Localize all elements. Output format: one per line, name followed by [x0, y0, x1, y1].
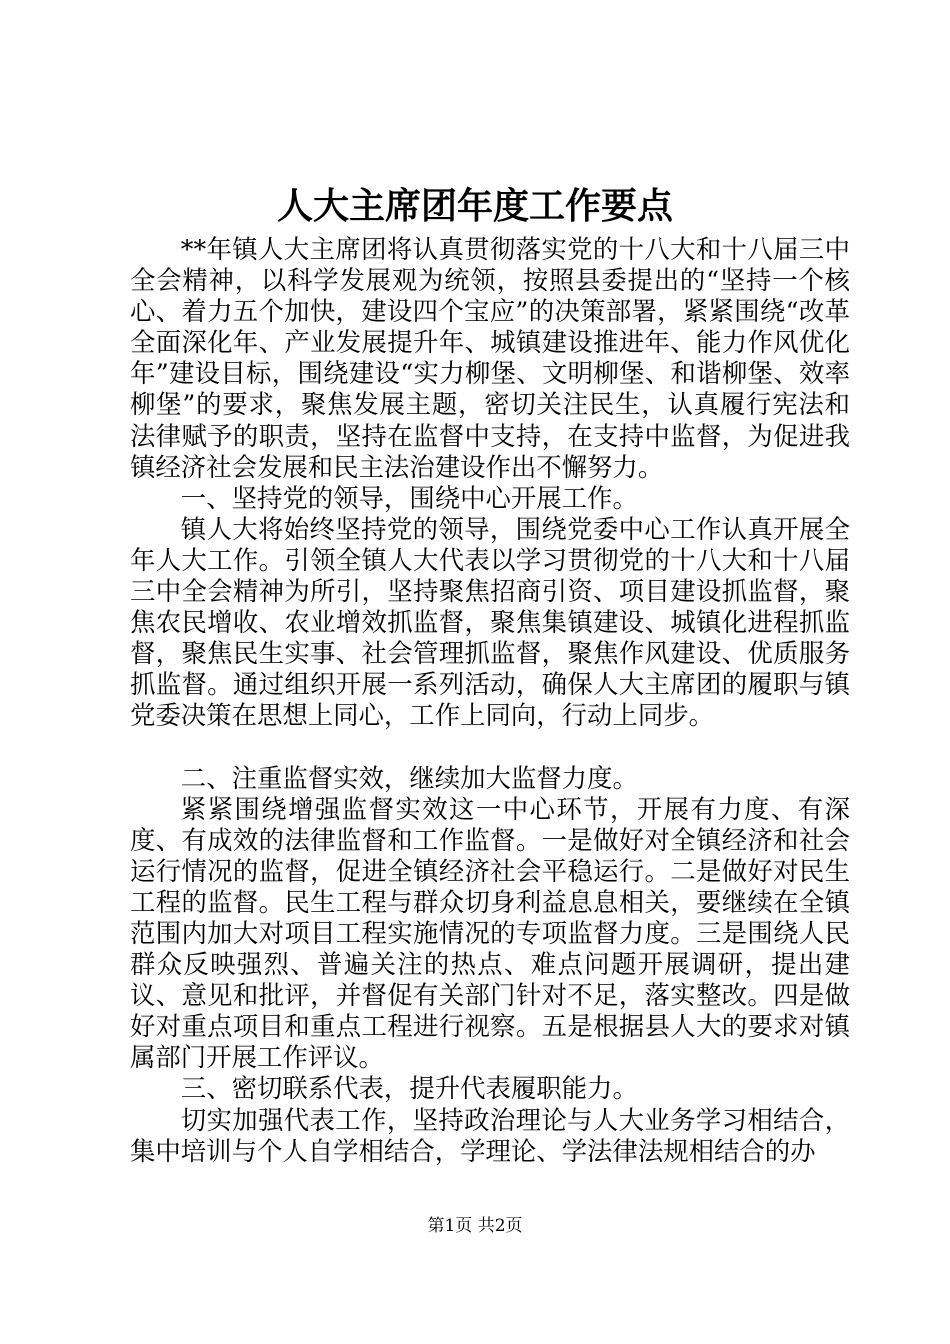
document-title: 人大主席团年度工作要点 — [276, 185, 673, 227]
paragraph-section-2: 紧紧围绕增强监督实效这一中心环节，开展有力度、有深度、有成效的法律监督和工作监督。一是做好对全镇经济和社会运行情况的监督，促进全镇经济社会平稳运行。二是做好对民生工程的监督。民生工程与群众切身利益息息相关，要继续在全镇范围内加大对项目工程实施情况的专项监督力度。三是围绕人民群众反映强烈、普遍关注的热点、难点问题开展调研，提出建议、意见和批评，并督促有关部门针对不足，落实整改。四是做好对重点项目和重点工程进行视察。五是根据县人大的要求对镇属部门开展工作评议。 — [130, 793, 850, 1073]
section-heading-3: 三、密切联系代表，提升代表履职能力。 — [180, 1073, 638, 1104]
document-body — [130, 234, 850, 1167]
paragraph-section-3: 切实加强代表工作，坚持政治理论与人大业务学习相结合，集中培训与个人自学相结合，学理论、学法律法规相结合的办 — [130, 1104, 850, 1166]
section-heading-2: 二、注重监督实效，继续加大监督力度。 — [180, 762, 638, 793]
paragraph-section-1: 镇人大将始终坚持党的领导，围绕党委中心工作认真开展全年人大工作。引领全镇人大代表以学习贯彻党的十八大和十八届三中全会精神为所引，坚持聚焦招商引资、项目建设抓监督，聚焦农民增收、农业增效抓监督，聚焦集镇建设、城镇化进程抓监督，聚焦民生实事、社会管理抓监督，聚焦作风建设、优质服务抓监督。通过组织开展一系列活动，确保人大主席团的履职与镇党委决策在思想上同心，工作上同向，行动上同步。 — [130, 513, 850, 731]
paragraph-intro: **年镇人大主席团将认真贯彻落实党的十八大和十八届三中全会精神，以科学发展观为统领，按照县委提出的“坚持一个核心、着力五个加快，建设四个宝应”的决策部署，紧紧围绕“改革全面深化年、产业发展提升年、城镇建设推进年、能力作风优化年”建设目标，围绕建设“实力柳堡、文明柳堡、和谐柳堡、效率柳堡”的要求，聚焦发展主题，密切关注民生，认真履行宪法和法律赋予的职责，坚持在监督中支持，在支持中监督，为促进我镇经济社会发展和民主法治建设作出不懈努力。 — [130, 234, 850, 482]
section-heading-1: 一、坚持党的领导，围绕中心开展工作。 — [180, 482, 638, 513]
page-number-footer: 第1页 共2页 — [427, 1216, 523, 1236]
